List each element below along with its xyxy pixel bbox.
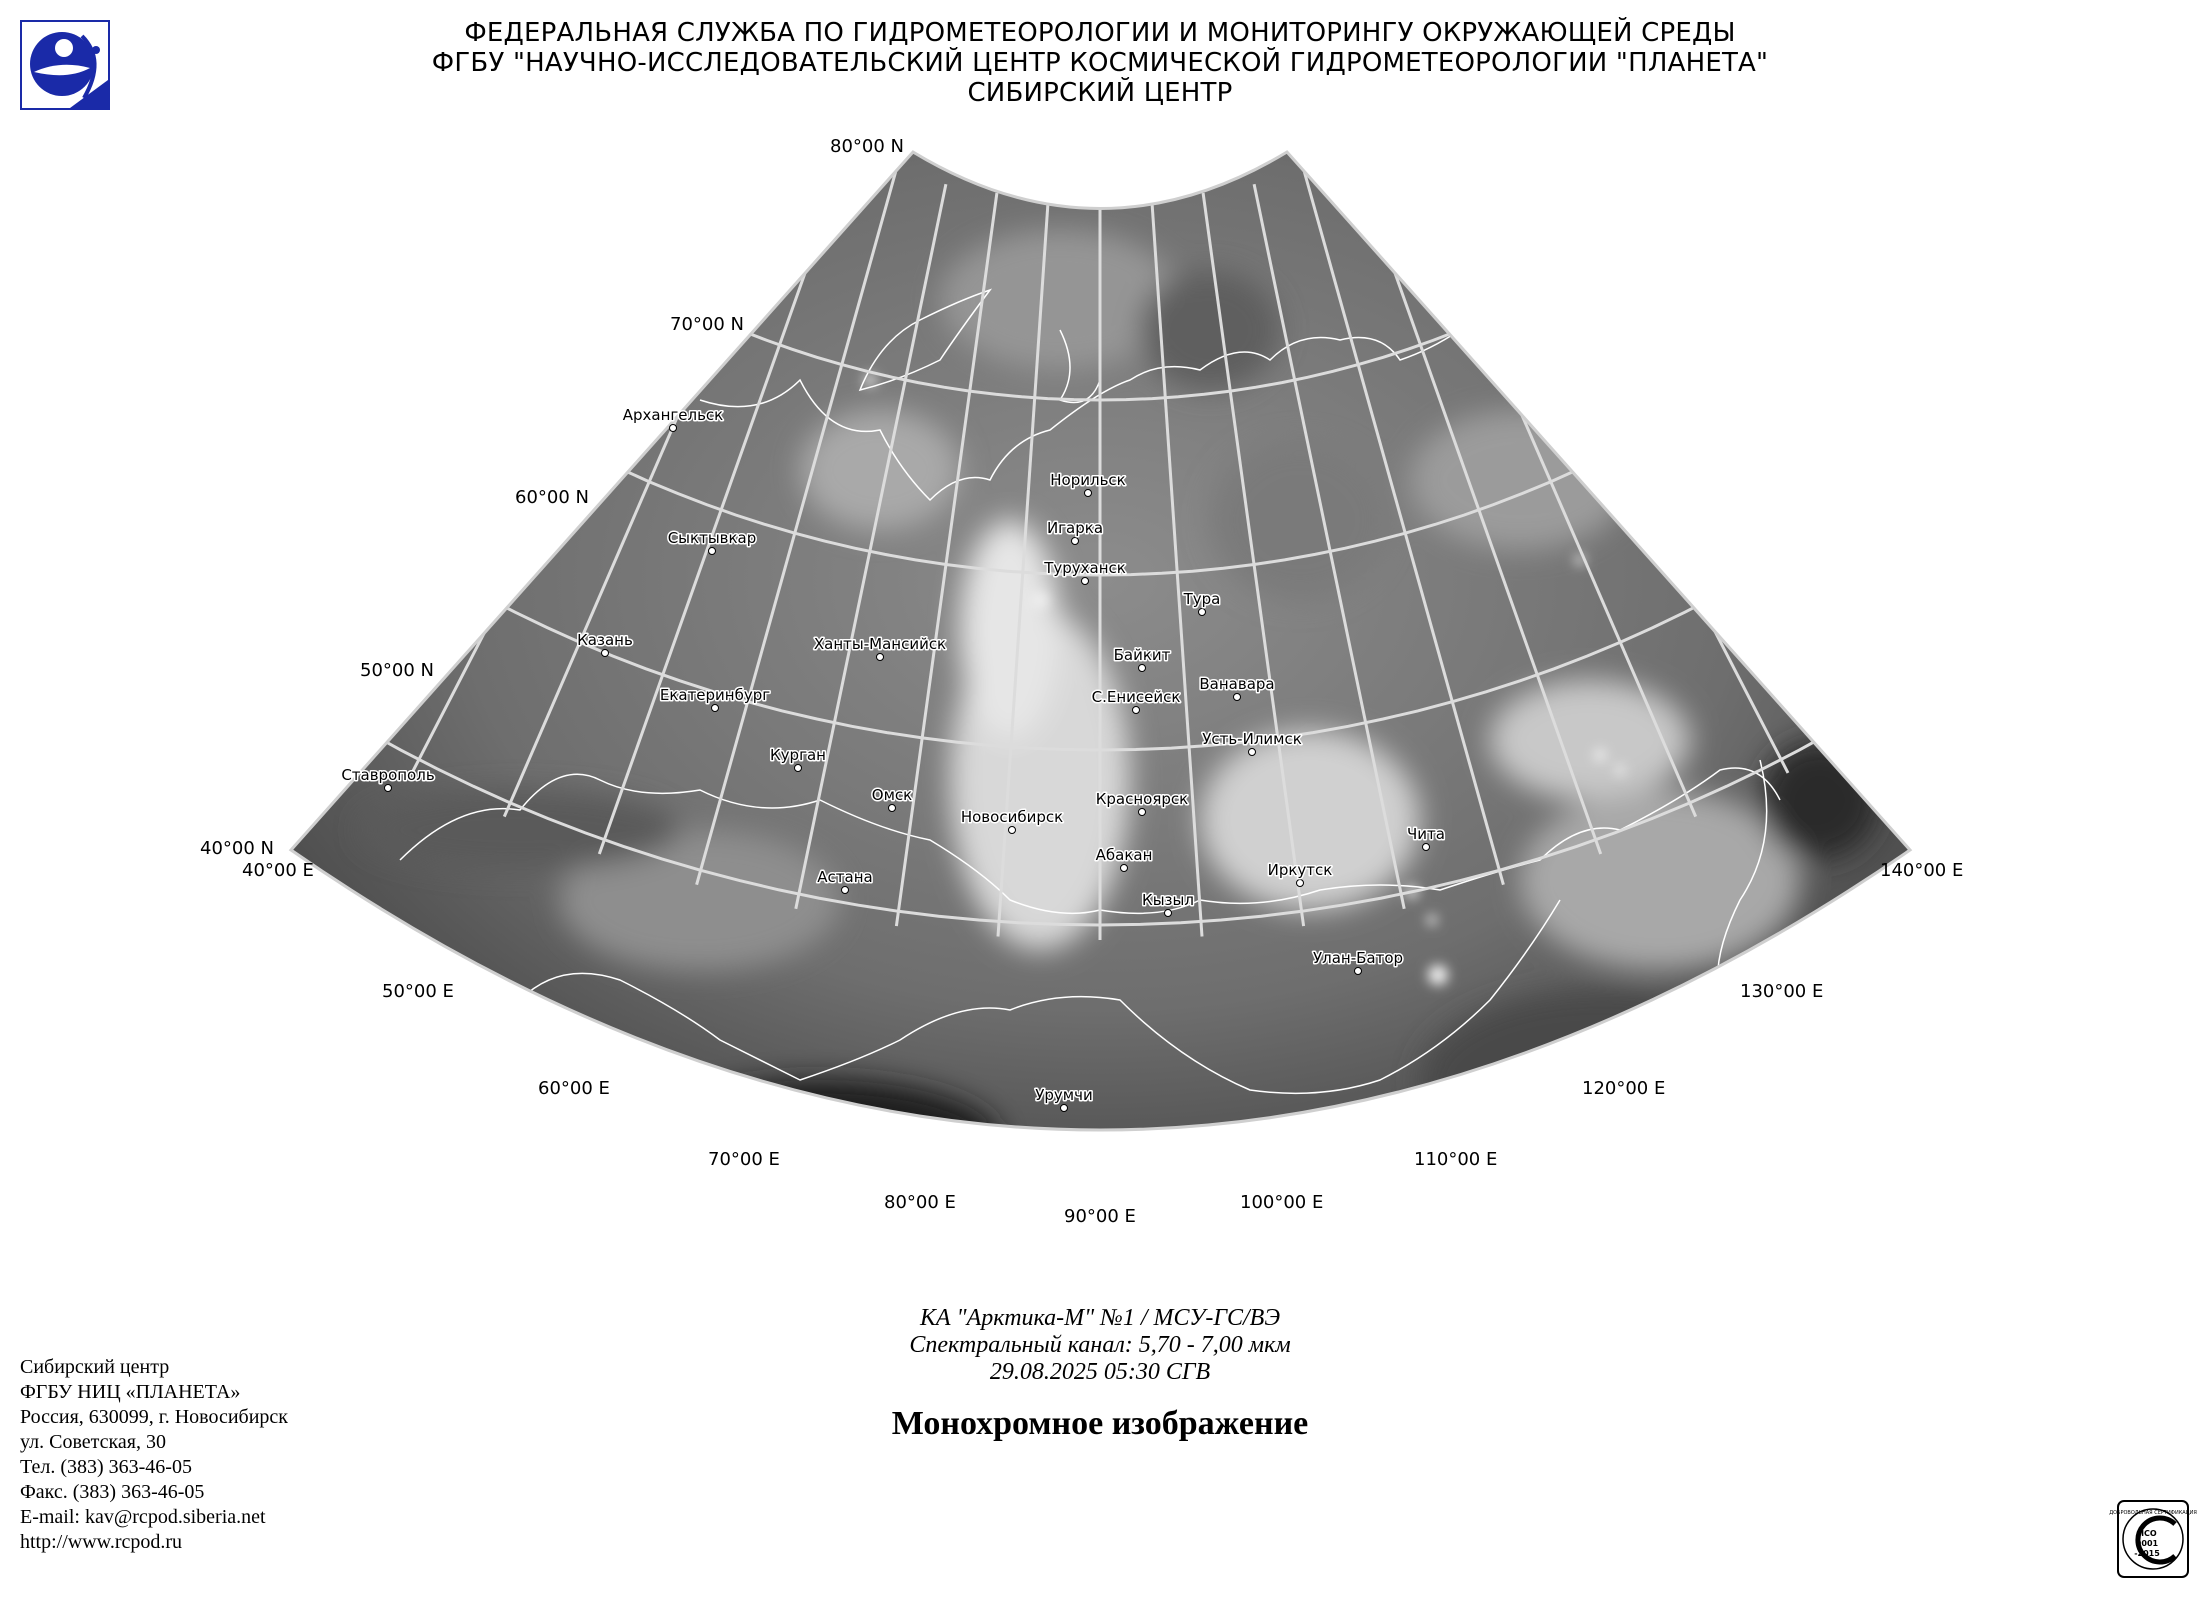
address-line: Россия, 630099, г. Новосибирск <box>20 1406 289 1428</box>
city-label: Астана <box>817 868 873 886</box>
iso-ring-text: ДОБРОВОЛЬНАЯ СЕРТИФИКАЦИЯ <box>2109 1510 2197 1516</box>
city-dot <box>1249 749 1256 756</box>
city-label: Байкит <box>1113 646 1171 664</box>
lat-label-70: 70°00 N <box>670 314 744 335</box>
city-dot <box>670 425 677 432</box>
city-label: Ванавара <box>1199 675 1275 693</box>
lat-label-40: 40°00 N <box>200 838 274 859</box>
lon-label-140: 140°00 E <box>1880 860 1964 881</box>
city-dot <box>1061 1105 1068 1112</box>
website-link[interactable]: http://www.rcpod.ru <box>20 1531 183 1553</box>
caption-satellite: КА "Арктика-М" №1 / МСУ-ГС/ВЭ <box>919 1305 1281 1331</box>
caption-channel: Спектральный канал: 5,70 - 7,00 мкм <box>909 1332 1291 1358</box>
city-dot <box>602 650 609 657</box>
iso-number: 9001 <box>2135 1539 2159 1548</box>
city-label: Омск <box>871 786 913 804</box>
image-title: Монохромное изображение <box>891 1405 1309 1442</box>
city-dot <box>1082 578 1089 585</box>
lon-label-50: 50°00 E <box>382 981 454 1002</box>
city-dot <box>1139 809 1146 816</box>
header-line-1: ФЕДЕРАЛЬНАЯ СЛУЖБА ПО ГИДРОМЕТЕОРОЛОГИИ И МОНИТОРИНГУ ОКРУЖАЮЩЕЙ СРЕДЫ <box>464 18 1736 48</box>
phone-line: Тел. (383) 363-46-05 <box>20 1456 192 1478</box>
city-label: Усть-Илимск <box>1202 730 1302 748</box>
city-label: С.Енисейск <box>1091 688 1181 706</box>
lon-label-130: 130°00 E <box>1740 981 1824 1002</box>
address-line: Сибирский центр <box>20 1356 170 1378</box>
city-dot <box>1234 694 1241 701</box>
city-dot <box>889 805 896 812</box>
city-dot <box>1199 609 1206 616</box>
city-dot <box>1139 665 1146 672</box>
city-label: Новосибирск <box>960 808 1064 826</box>
lon-label-120: 120°00 E <box>1582 1078 1666 1099</box>
city-label: Улан-Батор <box>1312 949 1404 967</box>
lat-label-50: 50°00 N <box>360 660 434 681</box>
city-dot <box>385 785 392 792</box>
city-dot <box>1072 538 1079 545</box>
city-label: Игарка <box>1046 519 1104 537</box>
image-caption <box>700 1305 1500 1386</box>
lon-label-40: 40°00 E <box>242 860 314 881</box>
city-dot <box>1085 490 1092 497</box>
city-label: Туруханск <box>1044 559 1126 577</box>
lat-label-80: 80°00 N <box>830 136 904 157</box>
city-label: Красноярск <box>1095 790 1189 808</box>
lat-label-60: 60°00 N <box>515 487 589 508</box>
lon-label-110: 110°00 E <box>1414 1149 1498 1170</box>
city-dot <box>795 765 802 772</box>
fax-line: Факс. (383) 363-46-05 <box>20 1481 205 1503</box>
city-label: Тура <box>1183 590 1221 608</box>
iso-year: -2015 <box>2134 1549 2160 1558</box>
city-label: Архангельск <box>622 406 724 424</box>
lon-label-90: 90°00 E <box>1064 1206 1136 1227</box>
city-label: Сыктывкар <box>667 529 757 547</box>
lon-label-80: 80°00 E <box>884 1192 956 1213</box>
city-label: Норильск <box>1050 471 1126 489</box>
email-line: E-mail: kav@rcpod.siberia.net <box>20 1506 266 1528</box>
city-dot <box>709 548 716 555</box>
lon-label-100: 100°00 E <box>1240 1192 1324 1213</box>
city-dot <box>1355 968 1362 975</box>
city-label: Иркутск <box>1267 861 1333 879</box>
city-label: Казань <box>577 631 633 649</box>
city-label: Урумчи <box>1035 1086 1093 1104</box>
address-line: ФГБУ НИЦ «ПЛАНЕТА» <box>20 1381 241 1403</box>
lon-label-70: 70°00 E <box>708 1149 780 1170</box>
header-line-3: СИБИРСКИЙ ЦЕНТР <box>967 78 1233 108</box>
iso-certification-badge <box>2109 1500 2197 1578</box>
city-label: Ханты-Мансийск <box>813 635 947 653</box>
city-label: Кызыл <box>1142 891 1194 909</box>
header-line-2: ФГБУ "НАУЧНО-ИССЛЕДОВАТЕЛЬСКИЙ ЦЕНТР КОСМИЧЕСКОЙ ГИДРОМЕТЕОРОЛОГИИ "ПЛАНЕТА" <box>431 48 1769 78</box>
city-label: Ставрополь <box>341 766 435 784</box>
city-dot <box>1297 880 1304 887</box>
city-dot <box>1121 865 1128 872</box>
city-dot <box>1165 910 1172 917</box>
city-dot <box>1133 707 1140 714</box>
city-dot <box>842 887 849 894</box>
city-dot <box>877 654 884 661</box>
city-label: Абакан <box>1095 846 1153 864</box>
contact-address <box>20 1355 440 1555</box>
city-dot <box>1009 827 1016 834</box>
city-dot <box>712 705 719 712</box>
caption-datetime: 29.08.2025 05:30 СГВ <box>989 1359 1211 1385</box>
iso-text: ИСО <box>2137 1529 2157 1538</box>
lon-label-60: 60°00 E <box>538 1078 610 1099</box>
city-label: Чита <box>1407 825 1445 843</box>
city-dot <box>1423 844 1430 851</box>
city-label: Курган <box>770 746 826 764</box>
city-label: Екатеринбург <box>659 686 771 704</box>
address-line: ул. Советская, 30 <box>20 1431 166 1453</box>
